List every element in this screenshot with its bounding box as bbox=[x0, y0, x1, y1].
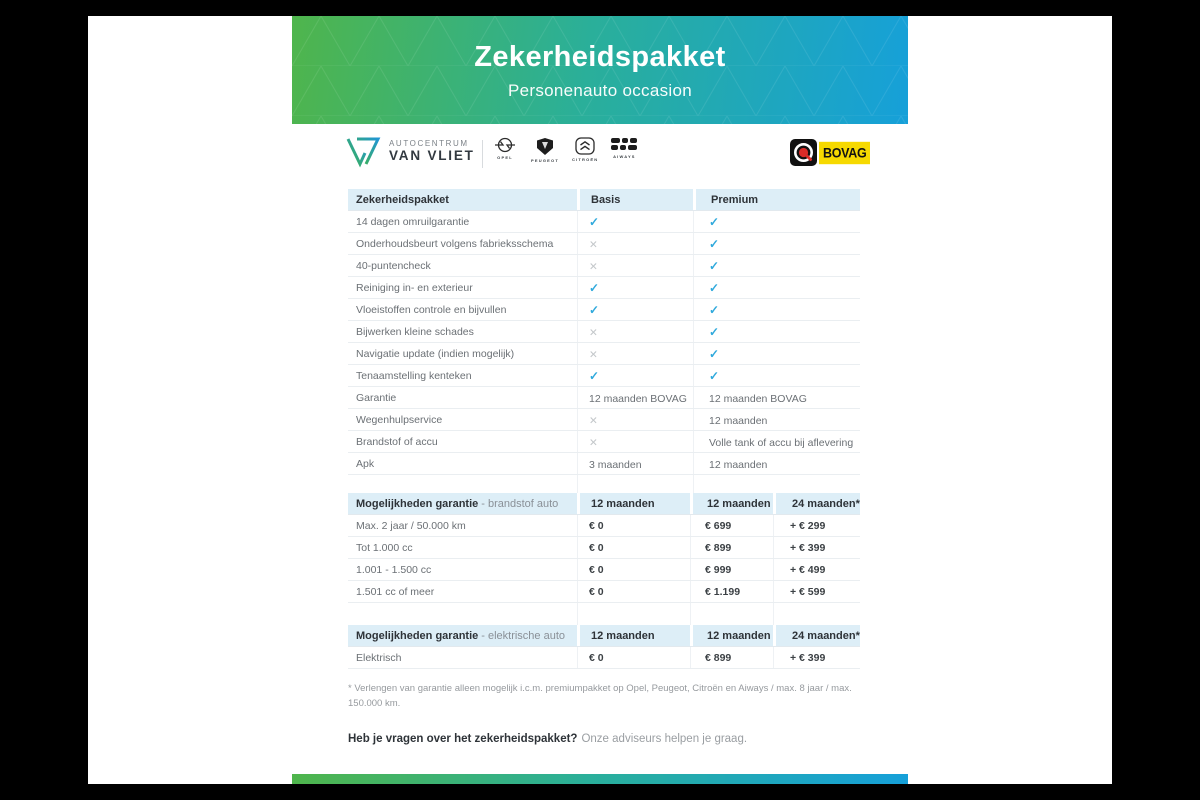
status-icon: ✓ bbox=[589, 303, 600, 317]
row-label: Bijwerken kleine schades bbox=[356, 326, 474, 338]
table-row bbox=[348, 277, 860, 299]
price-value: € 0 bbox=[577, 515, 690, 536]
price-value: € 0 bbox=[577, 537, 690, 558]
brand-logos bbox=[492, 137, 637, 163]
row-label: 1.501 cc of meer bbox=[356, 586, 435, 598]
table-row bbox=[348, 409, 860, 431]
row-label: Reiniging in- en exterieur bbox=[356, 282, 473, 294]
row-label: Garantie bbox=[356, 392, 397, 404]
row-label: Elektrisch bbox=[356, 652, 402, 664]
table-row bbox=[348, 581, 860, 603]
opel-label: OPEL bbox=[497, 155, 513, 160]
status-icon: ✓ bbox=[709, 281, 720, 295]
status-icon: ✓ bbox=[709, 215, 720, 229]
table-row bbox=[348, 515, 860, 537]
dealer-name-top: AUTOCENTRUM bbox=[389, 138, 469, 148]
price-value: € 699 bbox=[690, 515, 773, 536]
price-value: € 1.199 bbox=[690, 581, 773, 602]
table-row bbox=[348, 255, 860, 277]
status-icon: ✓ bbox=[589, 215, 600, 229]
column-header-basis: Basis bbox=[577, 189, 693, 210]
status-icon: 12 maanden bbox=[709, 415, 768, 427]
dealer-logo bbox=[344, 134, 475, 168]
table-spacer bbox=[348, 475, 860, 493]
bovag-logo bbox=[790, 139, 870, 166]
price-value: € 0 bbox=[577, 581, 690, 602]
logo-divider bbox=[482, 140, 483, 168]
column-header-24-maanden: 24 maanden* bbox=[773, 493, 860, 514]
row-label: Apk bbox=[356, 458, 375, 470]
row-label: Tenaamstelling kenteken bbox=[356, 370, 472, 382]
row-label: Vloeistoffen controle en bijvullen bbox=[356, 304, 507, 316]
peugeot-label: PEUGEOT bbox=[531, 158, 559, 163]
table-row bbox=[348, 321, 860, 343]
table-row bbox=[348, 647, 860, 669]
price-value: € 899 bbox=[690, 537, 773, 558]
table-row bbox=[348, 537, 860, 559]
price-value: + € 299 bbox=[773, 515, 860, 536]
page-title: Zekerheidspakket bbox=[474, 41, 726, 73]
flyer-page bbox=[88, 16, 1112, 784]
price-value: + € 599 bbox=[773, 581, 860, 602]
citroen-icon bbox=[575, 137, 595, 155]
fuel-warranty-table bbox=[348, 493, 860, 625]
electric-table-title-light: - elektrische auto bbox=[481, 630, 566, 642]
column-header-12-maanden: 12 maanden bbox=[690, 625, 773, 646]
status-icon: 12 maanden bbox=[709, 459, 768, 471]
status-icon: ✓ bbox=[709, 369, 720, 383]
status-icon: 3 maanden bbox=[589, 459, 642, 471]
row-label: Tot 1.000 cc bbox=[356, 542, 413, 554]
table-row bbox=[348, 559, 860, 581]
status-icon: 12 maanden BOVAG bbox=[589, 393, 687, 405]
status-icon: ✓ bbox=[589, 369, 600, 383]
status-icon: ✕ bbox=[589, 349, 598, 361]
column-header-12-maanden: 12 maanden bbox=[690, 493, 773, 514]
price-value: € 0 bbox=[577, 647, 690, 668]
status-icon: ✓ bbox=[709, 237, 720, 251]
electric-table-header bbox=[348, 625, 860, 647]
status-icon: ✕ bbox=[589, 327, 598, 339]
status-icon: Volle tank of accu bij aflevering bbox=[709, 437, 854, 449]
fuel-table-title bbox=[348, 493, 577, 514]
status-icon: ✓ bbox=[589, 281, 600, 295]
brand-opel bbox=[492, 137, 518, 160]
fuel-table-header bbox=[348, 493, 860, 515]
electric-table-title bbox=[348, 625, 577, 646]
footnote: * Verlengen van garantie alleen mogelijk i.c.m. premiumpakket op Opel, Peugeot, Citroën en Aiways / max. 8 jaar / max. 150.000 km. bbox=[348, 683, 852, 709]
status-icon: ✓ bbox=[709, 259, 720, 273]
brand-aiways bbox=[611, 137, 637, 159]
status-icon: ✓ bbox=[709, 347, 720, 361]
package-table bbox=[348, 189, 860, 493]
table-row bbox=[348, 387, 860, 409]
brand-citroen bbox=[572, 137, 598, 162]
bovag-badge bbox=[790, 139, 817, 166]
row-label: Onderhoudsbeurt volgens fabrieksschema bbox=[356, 238, 554, 250]
table-row bbox=[348, 431, 860, 453]
citroen-label: CITROËN bbox=[571, 157, 599, 162]
status-icon: ✓ bbox=[709, 303, 720, 317]
status-icon: ✕ bbox=[589, 261, 598, 273]
table-row bbox=[348, 365, 860, 387]
page-subtitle: Personenauto occasion bbox=[508, 80, 692, 100]
status-icon: ✕ bbox=[589, 437, 598, 449]
question-line bbox=[348, 733, 860, 745]
status-icon: ✕ bbox=[589, 415, 598, 427]
fuel-table-title-light: - brandstof auto bbox=[481, 498, 559, 510]
electric-table-title-bold: Mogelijkheden garantie bbox=[356, 630, 479, 642]
price-value: + € 399 bbox=[773, 537, 860, 558]
footer-gradient-bar bbox=[292, 774, 908, 784]
column-header-zekerheidspakket: Zekerheidspakket bbox=[348, 189, 577, 210]
table-row bbox=[348, 211, 860, 233]
package-table-header bbox=[348, 189, 860, 211]
opel-icon bbox=[492, 137, 518, 153]
dealer-name-bottom: VAN VLIET bbox=[389, 147, 475, 163]
fuel-table-title-bold: Mogelijkheden garantie bbox=[356, 498, 479, 510]
bovag-wheel-icon bbox=[793, 142, 814, 163]
peugeot-icon bbox=[536, 137, 554, 156]
column-header-12-maanden: 12 maanden bbox=[577, 493, 690, 514]
status-icon: ✕ bbox=[589, 239, 598, 251]
question-bold: Heb je vragen over het zekerheidspakket? bbox=[348, 733, 578, 745]
table-row bbox=[348, 233, 860, 255]
table-spacer bbox=[348, 603, 860, 625]
price-value: € 899 bbox=[690, 647, 773, 668]
table-row bbox=[348, 343, 860, 365]
row-label: 14 dagen omruilgarantie bbox=[356, 216, 470, 228]
header-banner bbox=[292, 16, 908, 124]
price-value: + € 499 bbox=[773, 559, 860, 580]
table-row bbox=[348, 299, 860, 321]
question-rest: Onze adviseurs helpen je graag. bbox=[581, 733, 748, 745]
column-header-24-maanden: 24 maanden* bbox=[773, 625, 860, 646]
row-label: Brandstof of accu bbox=[356, 436, 438, 448]
bovag-wordmark: BOVAG bbox=[819, 141, 870, 163]
row-label: Navigatie update (indien mogelijk) bbox=[356, 348, 515, 360]
status-icon: 12 maanden BOVAG bbox=[709, 393, 807, 405]
row-label: Max. 2 jaar / 50.000 km bbox=[356, 520, 466, 532]
row-label: 40-puntencheck bbox=[356, 260, 431, 272]
price-value: € 999 bbox=[690, 559, 773, 580]
brand-peugeot bbox=[531, 137, 559, 163]
aiways-label: AIWAYS bbox=[613, 154, 636, 159]
price-value: € 0 bbox=[577, 559, 690, 580]
dealer-name bbox=[389, 139, 475, 164]
table-row bbox=[348, 453, 860, 475]
row-label: Wegenhulpservice bbox=[356, 414, 443, 426]
content-column bbox=[348, 189, 860, 745]
electric-warranty-table bbox=[348, 625, 860, 669]
status-icon: ✓ bbox=[709, 325, 720, 339]
row-label: 1.001 - 1.500 cc bbox=[356, 564, 432, 576]
van-vliet-v7-icon bbox=[344, 134, 382, 168]
column-header-premium: Premium bbox=[693, 189, 860, 210]
column-header-12-maanden: 12 maanden bbox=[577, 625, 690, 646]
price-value: + € 399 bbox=[773, 647, 860, 668]
aiways-icon bbox=[611, 137, 637, 152]
